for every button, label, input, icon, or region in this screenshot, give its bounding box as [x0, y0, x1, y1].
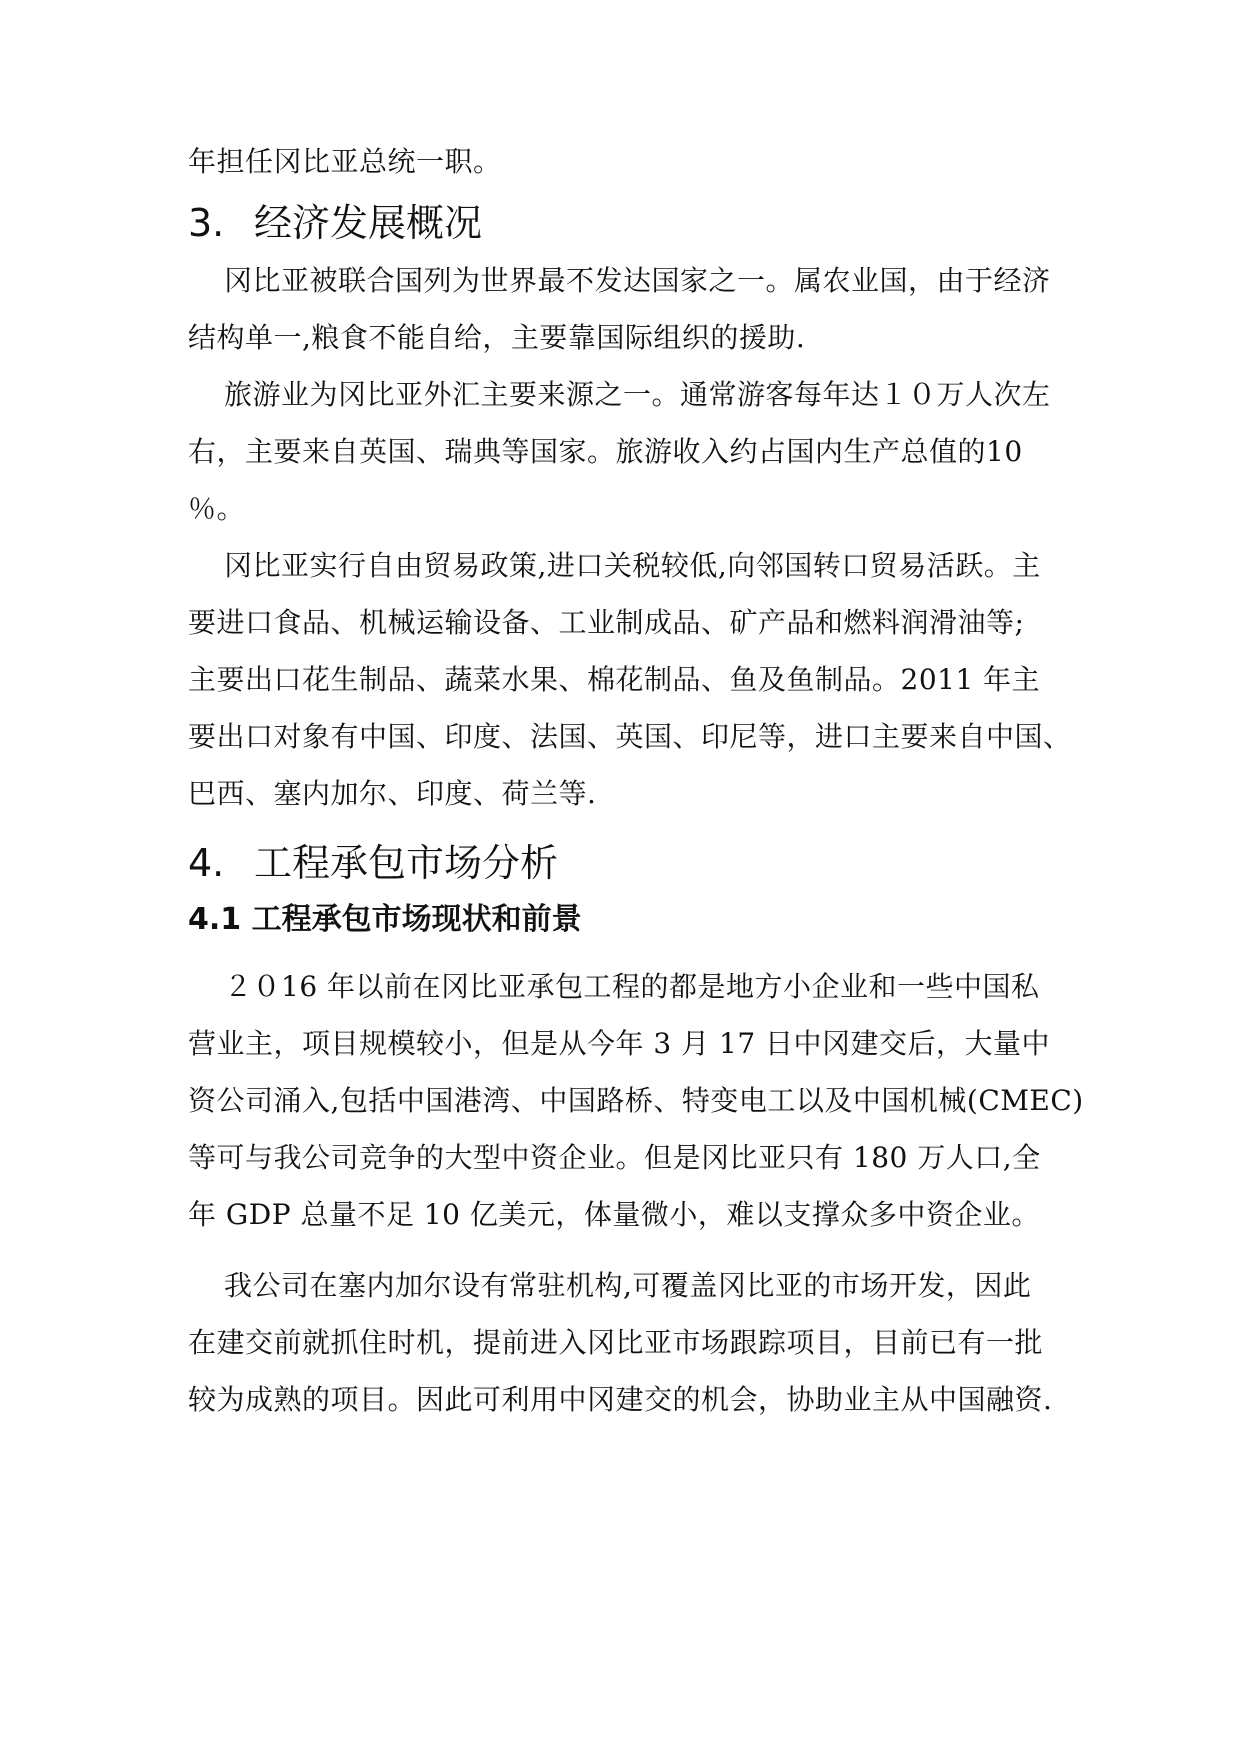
section-4-title: 工程承包市场分析	[254, 841, 559, 885]
paragraph-line: 巴西、塞内加尔、印度、荷兰等.	[188, 777, 597, 810]
paragraph-line: 营业主，项目规模较小，但是从今年 3 月 17 日中冈建交后，大量中	[188, 1027, 1051, 1060]
paragraph-line: 要出口对象有中国、印度、法国、英国、印尼等，进口主要来自中国、	[188, 720, 1072, 753]
section-4-number: 4.	[188, 841, 225, 885]
paragraph-line: 等可与我公司竞争的大型中资企业。但是冈比亚只有 180 万人口,全	[188, 1141, 1041, 1174]
subsection-4-1-heading: 4.1 工程承包市场现状和前景	[188, 902, 582, 937]
section-3-heading	[188, 198, 482, 248]
section-3-title: 经济发展概况	[254, 201, 483, 245]
paragraph-line: 结构单一,粮食不能自给，主要靠国际组织的援助.	[188, 321, 806, 354]
section-3-number: 3.	[188, 201, 225, 245]
paragraph-line: 冈比亚被联合国列为世界最不发达国家之一。属农业国，由于经济	[224, 264, 1051, 297]
paragraph-line: 在建交前就抓住时机，提前进入冈比亚市场跟踪项目，目前已有一批	[188, 1326, 1044, 1359]
paragraph-line: 冈比亚实行自由贸易政策,进口关税较低,向邻国转口贸易活跃。主	[224, 549, 1041, 582]
paragraph-line: 右，主要来自英国、瑞典等国家。旅游收入约占国内生产总值的10	[188, 435, 1023, 468]
paragraph-line: 主要出口花生制品、蔬菜水果、棉花制品、鱼及鱼制品。2011 年主	[188, 663, 1041, 696]
paragraph-line: ％。	[188, 492, 246, 525]
paragraph-line: 年 GDP 总量不足 10 亿美元，体量微小，难以支撑众多中资企业。	[188, 1198, 1040, 1231]
paragraph-line: 资公司涌入,包括中国港湾、中国路桥、特变电工以及中国机械(CMEC)	[188, 1084, 1084, 1117]
section-4-heading	[188, 838, 558, 888]
carryover-line: 年担任冈比亚总统一职。	[188, 145, 502, 178]
paragraph-line: 要进口食品、机械运输设备、工业制成品、矿产品和燃料润滑油等;	[188, 606, 1025, 639]
paragraph-line: 我公司在塞内加尔设有常驻机构,可覆盖冈比亚的市场开发，因此	[224, 1269, 1032, 1302]
paragraph-line: 旅游业为冈比亚外汇主要来源之一。通常游客每年达１０万人次左	[224, 378, 1051, 411]
paragraph-line: ２０16 年以前在冈比亚承包工程的都是地方小企业和一些中国私	[224, 970, 1040, 1003]
paragraph-line: 较为成熟的项目。因此可利用中冈建交的机会，协助业主从中国融资.	[188, 1383, 1053, 1416]
